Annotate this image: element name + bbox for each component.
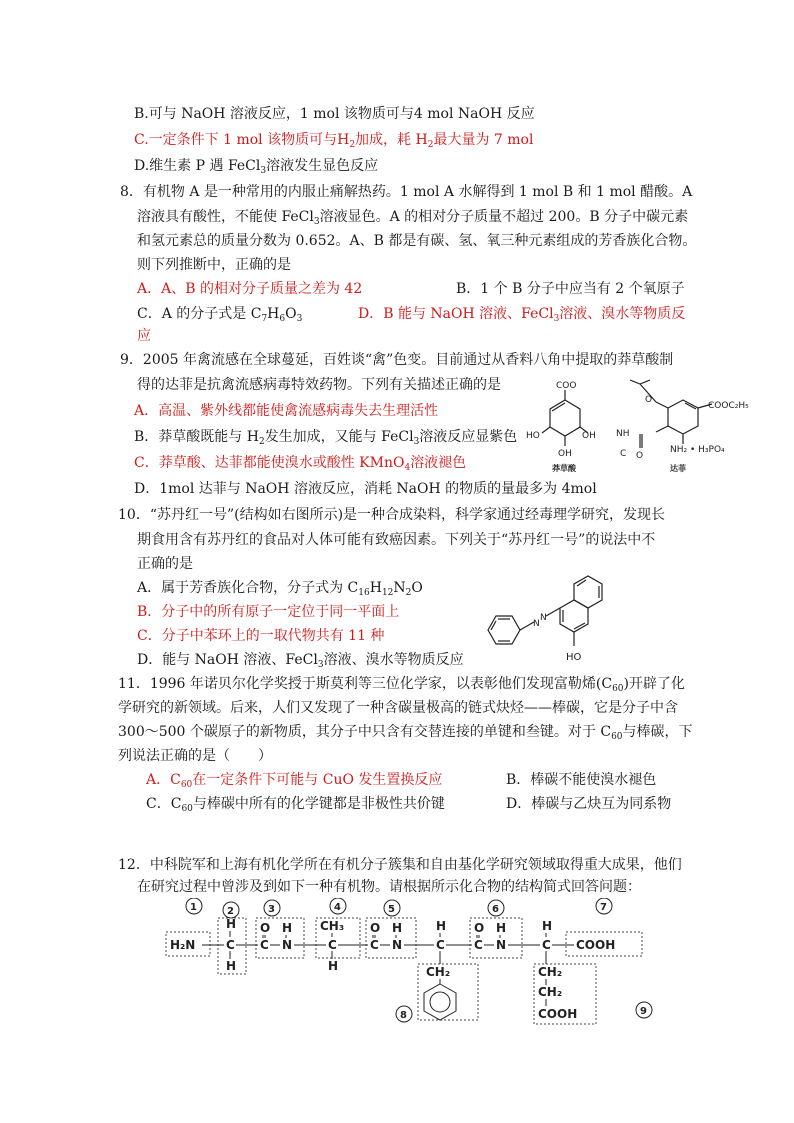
svg-text:HO: HO — [566, 652, 582, 663]
q9-option-a: A．高温、紫外线都能使禽流感病毒失去生理活性 — [134, 403, 439, 419]
svg-text:H: H — [282, 921, 293, 935]
q11-stem-line-3: 300～500 个碳原子的新物质，其分子中只含有交替连接的单键和叁键。对于 $C_{60}$与棒碳，下 — [118, 724, 693, 742]
q11-stem-line-1: 11．1996 年诺贝尔化学奖授于斯莫利等三位化学家，以表彰他们发现富勒烯$(C_{60})$开辟了化 — [118, 676, 685, 694]
svg-text:HO: HO — [526, 431, 540, 441]
svg-text:CH₂: CH₂ — [538, 985, 563, 999]
svg-text:N: N — [282, 938, 293, 952]
svg-text:CH₃: CH₃ — [320, 919, 345, 933]
q7-option-c: C.一定条件下 1 mol 该物质可与$H_2$加成，耗 $H_2$最大量为 7 mol — [134, 132, 534, 150]
svg-text:O: O — [636, 451, 644, 461]
svg-text:1: 1 — [190, 902, 197, 913]
svg-text:C: C — [226, 938, 235, 952]
svg-text:OH: OH — [582, 431, 596, 441]
q9-fig-label-tamiflu: 达菲 — [670, 464, 686, 473]
svg-text:C: C — [328, 938, 337, 952]
q7-option-b: B.可与 NaOH 溶液反应，1 mol 该物质可与4 mol NaOH 反应 — [134, 106, 535, 122]
q10-option-b: B．分子中的所有原子一定位于同一平面上 — [137, 604, 400, 620]
svg-text:7: 7 — [600, 902, 607, 913]
q9-option-b: B．莽草酸既能与 $H_2$发生加成，又能与 FeCl$_3$溶液反应显紫色 — [134, 429, 518, 447]
svg-text:3: 3 — [268, 904, 275, 915]
q9-structure-figure — [520, 378, 775, 476]
q11-option-b: B．棒碳不能使溴水褪色 — [506, 772, 657, 788]
svg-text:COOH: COOH — [576, 938, 616, 952]
svg-text:OH: OH — [558, 449, 572, 459]
svg-text:6: 6 — [492, 904, 499, 915]
svg-text:N: N — [540, 613, 547, 623]
q10-stem-line-3: 正确的是 — [137, 556, 193, 572]
svg-text:CH₂: CH₂ — [538, 965, 563, 979]
svg-text:C: C — [370, 938, 379, 952]
svg-text:C: C — [474, 938, 483, 952]
svg-text:8: 8 — [400, 1010, 407, 1021]
q11-option-a: A．$C_{60}$在一定条件下可能与 CuO 发生置换反应 — [146, 772, 443, 790]
q10-stem-line-2: 期食用含有苏丹红的食品对人体可能有致癌因素。下列关于“苏丹红一号”的说法中不 — [137, 532, 656, 548]
svg-text:COOC₂H₅: COOC₂H₅ — [708, 401, 749, 411]
svg-text:C: C — [542, 938, 551, 952]
q8-stem-line-2: 溶液具有酸性，不能使 FeCl$_3$溶液显色。A 的相对分子质量不超过 200。B 分子中碳元素 — [137, 209, 689, 227]
q8-stem-line-1: 8．有机物 A 是一种常用的内服止痛解热药。1 mol A 水解得到 1 mol B 和 1 mol 醋酸。A — [120, 184, 693, 200]
svg-text:C: C — [260, 938, 269, 952]
svg-text:C: C — [620, 449, 627, 459]
q10-option-c: C．分子中苯环上的一取代物共有 11 种 — [137, 628, 385, 644]
q12-stem-line-2: 在研究过程中曾涉及到如下一种有机物。请根据所示化合物的结构简式回答问题： — [137, 879, 641, 895]
svg-text:5: 5 — [388, 904, 395, 915]
svg-text:N: N — [392, 938, 403, 952]
q11-stem-line-4: 列说法正确的是（ ） — [118, 748, 272, 764]
svg-text:H₂N: H₂N — [170, 938, 196, 952]
svg-text:O: O — [474, 921, 485, 935]
q11-stem-line-2: 学研究的新领域。后来，人们又发现了一种含碳量极高的链式炔烃——棒碳，它是分子中含 — [118, 700, 678, 716]
q8-option-b: B．1 个 B 分子中应当有 2 个氧原子 — [456, 281, 685, 297]
svg-text:COOH: COOH — [538, 1007, 578, 1021]
peptide-structure-figure — [164, 898, 664, 1028]
svg-text:COO: COO — [556, 381, 577, 391]
q10-stem-line-1: 10．“苏丹红一号”(结构如右图所示)是一种合成染料，科学家通过经毒理学研究，发现长 — [118, 507, 666, 523]
svg-text:9: 9 — [640, 1006, 647, 1017]
svg-text:CH₂: CH₂ — [426, 965, 451, 979]
q9-option-c: C．莽草酸、达菲都能使溴水或酸性 KMnO$_4$溶液褪色 — [134, 455, 467, 473]
q8-stem-line-4: 则下列推断中，正确的是 — [137, 257, 291, 273]
q10-option-d: D．能与 NaOH 溶液、FeCl$_3$溶液、溴水等物质反应 — [137, 652, 464, 670]
q8-option-d-wrap: 应 — [137, 328, 151, 344]
q9-fig-label-shikimic: 莽草酸 — [552, 464, 576, 473]
svg-text:C: C — [436, 938, 445, 952]
svg-text:H: H — [496, 921, 507, 935]
svg-text:O: O — [260, 921, 271, 935]
q8-stem-line-3: 和氢元素总的质量分数为 0.652。A、B 都是有碳、氢、氧三种元素组成的芳香族化合物。 — [137, 233, 697, 249]
q8-option-a: A．A、B 的相对分子质量之差为 42 — [137, 281, 363, 297]
svg-text:NH: NH — [616, 429, 630, 439]
q12-stem-line-1: 12．中科院军和上海有机化学所在有机分子簇集和自由基化学研究领域取得重大成果，他们 — [118, 857, 682, 873]
svg-text:2: 2 — [227, 906, 234, 917]
q11-option-d: D．棒碳与乙炔互为同系物 — [506, 796, 672, 812]
svg-text:H: H — [542, 919, 553, 933]
q9-stem-line-2: 得的达菲是抗禽流感病毒特效药物。下列有关描述正确的是 — [137, 377, 501, 393]
svg-text:H: H — [226, 917, 237, 931]
q9-stem-line-1: 9．2005 年禽流感在全球蔓延，百姓谈“禽”色变。目前通过从香料八角中提取的莽草酸制 — [120, 352, 674, 368]
svg-text:N: N — [533, 619, 540, 629]
q8-option-c: C．A 的分子式是 $C_7H_6O_3$ — [137, 306, 303, 324]
svg-text:H: H — [392, 921, 403, 935]
svg-text:H: H — [328, 959, 339, 973]
q9-option-d: D．1mol 达菲与 NaOH 溶液反应，消耗 NaOH 的物质的量最多为 4mol — [134, 481, 597, 497]
sudan-red-structure — [478, 568, 638, 668]
q8-option-d: D．B 能与 NaOH 溶液、FeCl$_3$溶液、溴水等物质反 — [358, 306, 686, 324]
q11-option-c: C．$C_{60}$与棒碳中所有的化学键都是非极性共价键 — [146, 796, 445, 814]
svg-text:N: N — [496, 938, 507, 952]
q7-option-d: D.维生素 P 遇 FeCl$_3$溶液发生显色反应 — [134, 158, 379, 176]
svg-text:O: O — [370, 921, 381, 935]
svg-text:NH₂ • H₃PO₄: NH₂ • H₃PO₄ — [670, 445, 725, 455]
svg-text:4: 4 — [334, 902, 341, 913]
svg-text:H: H — [226, 959, 237, 973]
svg-text:O: O — [645, 395, 653, 405]
q10-option-a: A．属于芳香族化合物，分子式为 $C_{16}H_{12}N_2O$ — [137, 580, 423, 598]
svg-text:H: H — [436, 919, 447, 933]
